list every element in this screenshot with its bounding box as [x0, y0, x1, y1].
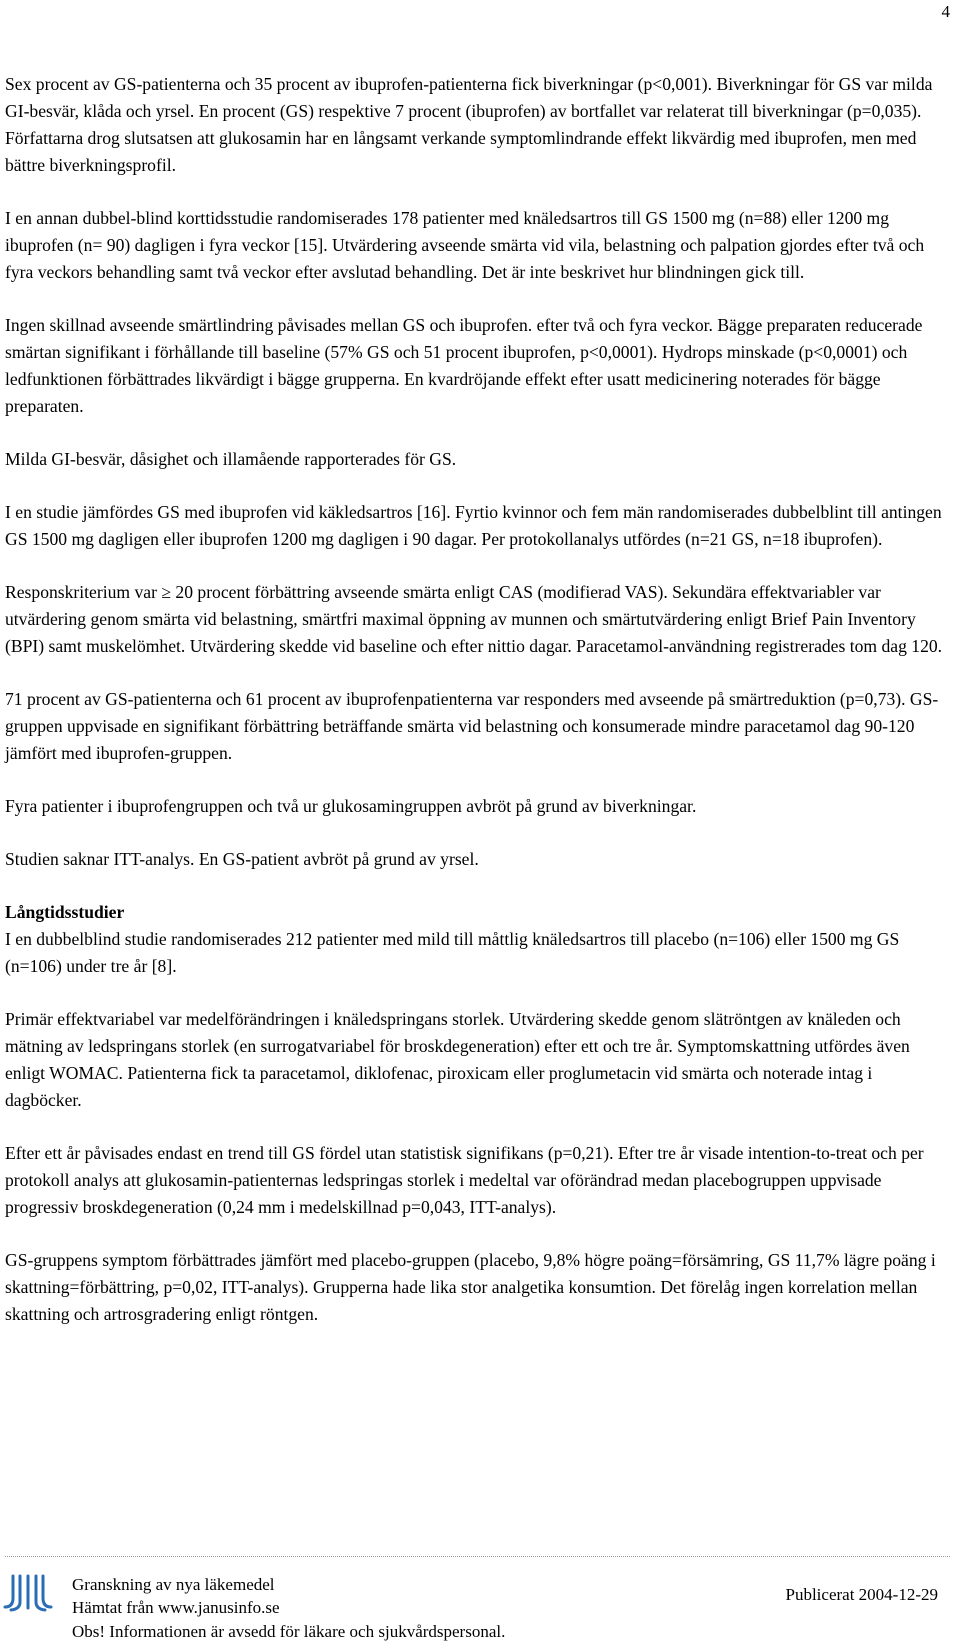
paragraph-kakledsartros: I en studie jämfördes GS med ibuprofen vid käkledsartros [16]. Fyrtio kvinnor och fem män randomiserades dubbelblint till antingen GS 1500 mg dagligen eller ibuprofen 1200 mg dagligen i 90 dagar. Per protokollanalys utfördes (n=21 GS, n=18 ibuprofen). — [5, 502, 942, 549]
paragraph-itt-analys: Studien saknar ITT-analys. En GS-patient avbröt på grund av yrsel. — [5, 849, 479, 869]
footer-published-date: Publicerat 2004-12-29 — [785, 1585, 938, 1604]
paragraph-efter-ett-ar: Efter ett år påvisades endast en trend till GS fördel utan statistisk signifikans (p=0,21). Efter tre år visade intention-to-treat och per protokoll analys att glukosamin-patienternas ledspringas storlek i medeltal var oförändrad medan placebogruppen uppvisade progressiv broskdegeneration (0,24 mm i medelskillnad p=0,043, ITT-analys). — [5, 1143, 924, 1217]
paragraph-symptom: GS-gruppens symptom förbättrades jämfört med placebo-gruppen (placebo, 9,8% högre poäng=försämring, GS 11,7% lägre poäng i skattning=förbättring, p=0,02, ITT-analys). Grupperna hade lika stor analgetika konsumtion. Det förelåg ingen korrelation mellan skattning och artrosgradering enligt röntgen. — [5, 1250, 936, 1324]
paragraph-responskriterium: Responskriterium var ≥ 20 procent förbättring avseende smärta enligt CAS (modifierad VAS). Sekundära effektvariabler var utvärdering genom smärta vid belastning, smärtfri maximal öppning av munnen och smärtutvärdering enligt Brief Pain Inventory (BPI) samt muskelömhet. Utvärdering skedde vid baseline och efter nittio dagar. Paracetamol-användning registrerades tom dag 120. — [5, 582, 943, 656]
document-body — [5, 71, 950, 1328]
footer-divider — [5, 1556, 950, 1557]
page-number: 4 — [941, 2, 950, 21]
footer-title: Granskning av nya läkemedel — [72, 1575, 275, 1594]
section-heading: Långtidsstudier — [5, 902, 125, 922]
paragraph-gi-besvar: Milda GI-besvär, dåsighet och illamående rapporterades för GS. — [5, 449, 457, 469]
paragraph-korttidsstudie: I en annan dubbel-blind korttidsstudie randomiserades 178 patienter med knäledsartros till GS 1500 mg (n=88) eller 1200 mg ibuprofen (n= 90) dagligen i fyra veckor [15]. Utvärdering avseende smärta vid vila, belastning och palpation gjordes efter två och fyra veckors behandling samt två veckor efter avslutad behandling. Det är inte beskrivet hur blindningen gick till. — [5, 208, 925, 282]
paragraph-dubbelblind-studie: I en dubbelblind studie randomiserades 212 patienter med mild till måttlig knäledsartros till placebo (n=106) eller 1500 mg GS (n=106) under tre år [8]. — [5, 929, 900, 976]
paragraph-primar-effektvariabel: Primär effektvariabel var medelförändringen i knäledspringans storlek. Utvärdering skedde genom slätröntgen av knäleden och mätning av ledspringans storlek (en surrogatvariabel för broskdegeneration) efter ett och tre år. Symptomskattning utfördes även enligt WOMAC. Patienterna fick ta paracetamol, diklofenac, piroxicam eller proglumetacin vid smärta och noterade intag i dagböcker. — [5, 1009, 910, 1110]
page-footer — [0, 1564, 960, 1652]
paragraph-smartlindring: Ingen skillnad avseende smärtlindring påvisades mellan GS och ibuprofen. efter två och fyra veckor. Bägge preparaten reducerade smärtan signifikant i förhållande till baseline (57% GS och 51 procent ibuprofen, p<0,0001). Hydrops minskade (p<0,0001) och ledfunktionen förbättrades likvärdigt i bägge grupperna. En kvardröjande effekt efter usatt medicinering noterades för bägge preparaten. — [5, 315, 923, 416]
paragraph-avbrot: Fyra patienter i ibuprofengruppen och två ur glukosamingruppen avbröt på grund av biverkningar. — [5, 796, 697, 816]
footer-notice: Obs! Informationen är avsedd för läkare och sjukvårdspersonal. — [72, 1622, 506, 1641]
janus-logo-icon — [3, 1574, 53, 1612]
paragraph-responders: 71 procent av GS-patienterna och 61 procent av ibuprofenpatienterna var responders med avseende på smärtreduktion (p=0,73). GS-gruppen uppvisade en signifikant förbättring beträffande smärta vid belastning och konsumerade mindre paracetamol dag 90-120 jämfört med ibuprofen-gruppen. — [5, 689, 939, 763]
footer-source: Hämtat från www.janusinfo.se — [72, 1598, 280, 1617]
paragraph-biverkningar: Sex procent av GS-patienterna och 35 procent av ibuprofen-patienterna fick biverkningar (p<0,001). Biverkningar för GS var milda GI-besvär, klåda och yrsel. En procent (GS) respektive 7 procent (ibuprofen) av bortfallet var relaterat till biverkningar (p=0,035). Författarna drog slutsatsen att glukosamin har en långsamt verkande symptomlindrande effekt likvärdig med ibuprofen, men med bättre biverkningsprofil. — [5, 74, 933, 175]
